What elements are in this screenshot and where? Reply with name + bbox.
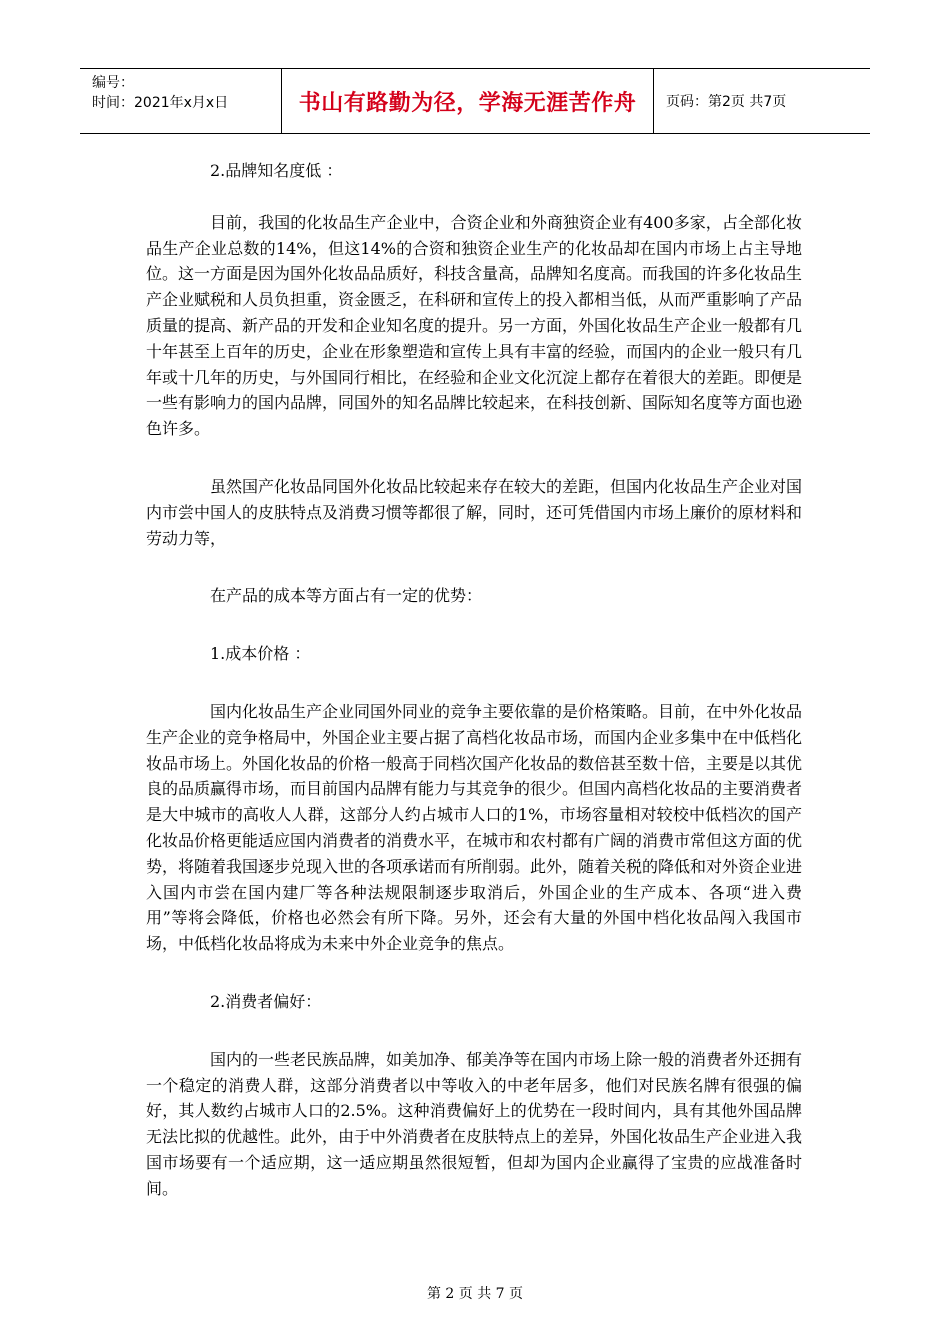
header-page-info: 页码：第2页 共7页 [666, 94, 787, 110]
page-footer: 第 2 页 共 7 页 [426, 1286, 524, 1302]
section-heading-brand-awareness: 2.品牌知名度低 ： [210, 161, 343, 180]
paragraph: 国内化妆品生产企业同国外同业的竞争主要依靠的是价格策略。目前，在中外化妆品生产企业的竞争格局中，外国企业主要占据了高档化妆品市场，而国内企业多集中在中低档化妆品市场上。外国化妆品的价格一般高于同档次国产化妆品的数倍甚至数十倍，主要是以其优良的品质赢得市场，而目前国内品牌有能力与其竞争的很少。但国内高档化妆品的主要消费者是大中城市的高收人人群，这部分人约占城市人口的1%，市场容量相对较校中低档次的国产化妆品价格更能适应国内消费者的消费水平，在城市和农村都有广阔的消费市常但这方面的优势，将随着我国逐步兑现入世的各项承诺而有所削弱。此外，随着关税的降低和对外资企业进入国内市尝在国内建厂等各种法规限制逐步取消后，外国企业的生产成本、各项“进入费用”等将会降低，价格也必然会有所下降。另外，还会有大量的外国中档化妆品闯入我国市场，中低档化妆品将成为未来中外企业竞争的焦点。 [146, 701, 803, 954]
section-heading-consumer-preference: 2.消费者偏好： [210, 991, 322, 1011]
document-date: 时间：2021年x月x日 [92, 95, 229, 111]
document-body [146, 158, 802, 1202]
document-number-label: 编号： [92, 75, 134, 91]
paragraph: 目前，我国的化妆品生产企业中，合资企业和外商独资企业有400多家，占全部化妆品生产企业总数的14%，但这14%的合资和独资企业生产的化妆品却在国内市场上占主导地位。这一方面是因为国外化妆品品质好，科技含量高，品牌知名度高。而我国的许多化妆品生产企业赋税和人员负担重，资金匮乏，在科研和宣传上的投入都相当低，从而严重影响了产品质量的提高、新产品的开发和企业知名度的提升。另一方面，外国化妆品生产企业一般都有几十年甚至上百年的历史，企业在形象塑造和宣传上具有丰富的经验，而国内的企业一般只有几年或十几年的历史，与外国同行相比，在经验和企业文化沉淀上都存在着很大的差距。即便是一些有影响力的国内品牌，同国外的知名品牌比较起来，在科技创新、国际知名度等方面也逊色许多。 [146, 212, 803, 439]
section-heading-cost-price: 1.成本价格 ： [210, 644, 311, 664]
header-motto: 书山有路勤为径，学海无涯苦作舟 [298, 90, 637, 116]
page-header [80, 68, 870, 134]
header-meta [80, 69, 281, 133]
paragraph: 虽然国产化妆品同国外化妆品比较起来存在较大的差距，但国内化妆品生产企业对国内市尝中国人的皮肤特点及消费习惯等都很了解，同时，还可凭借国内市场上廉价的原材料和劳动力等， [146, 476, 803, 548]
paragraph: 国内的一些老民族品牌，如美加净、郁美净等在国内市场上除一般的消费者外还拥有一个稳定的消费人群，这部分消费者以中等收入的中老年居多，他们对民族名牌有很强的偏好，其人数约占城市人口的2.5%。这种消费偏好上的优势在一段时间内，具有其他外国品牌无法比拟的优越性。此外，由于中外消费者在皮肤特点上的差异，外国化妆品生产企业进入我国市场要有一个适应期，这一适应期虽然很短暂，但却为国内企业赢得了宝贵的应战准备时间。 [146, 1049, 803, 1198]
header-motto-cell [281, 69, 654, 133]
paragraph: 在产品的成本等方面占有一定的优势： [210, 586, 483, 606]
